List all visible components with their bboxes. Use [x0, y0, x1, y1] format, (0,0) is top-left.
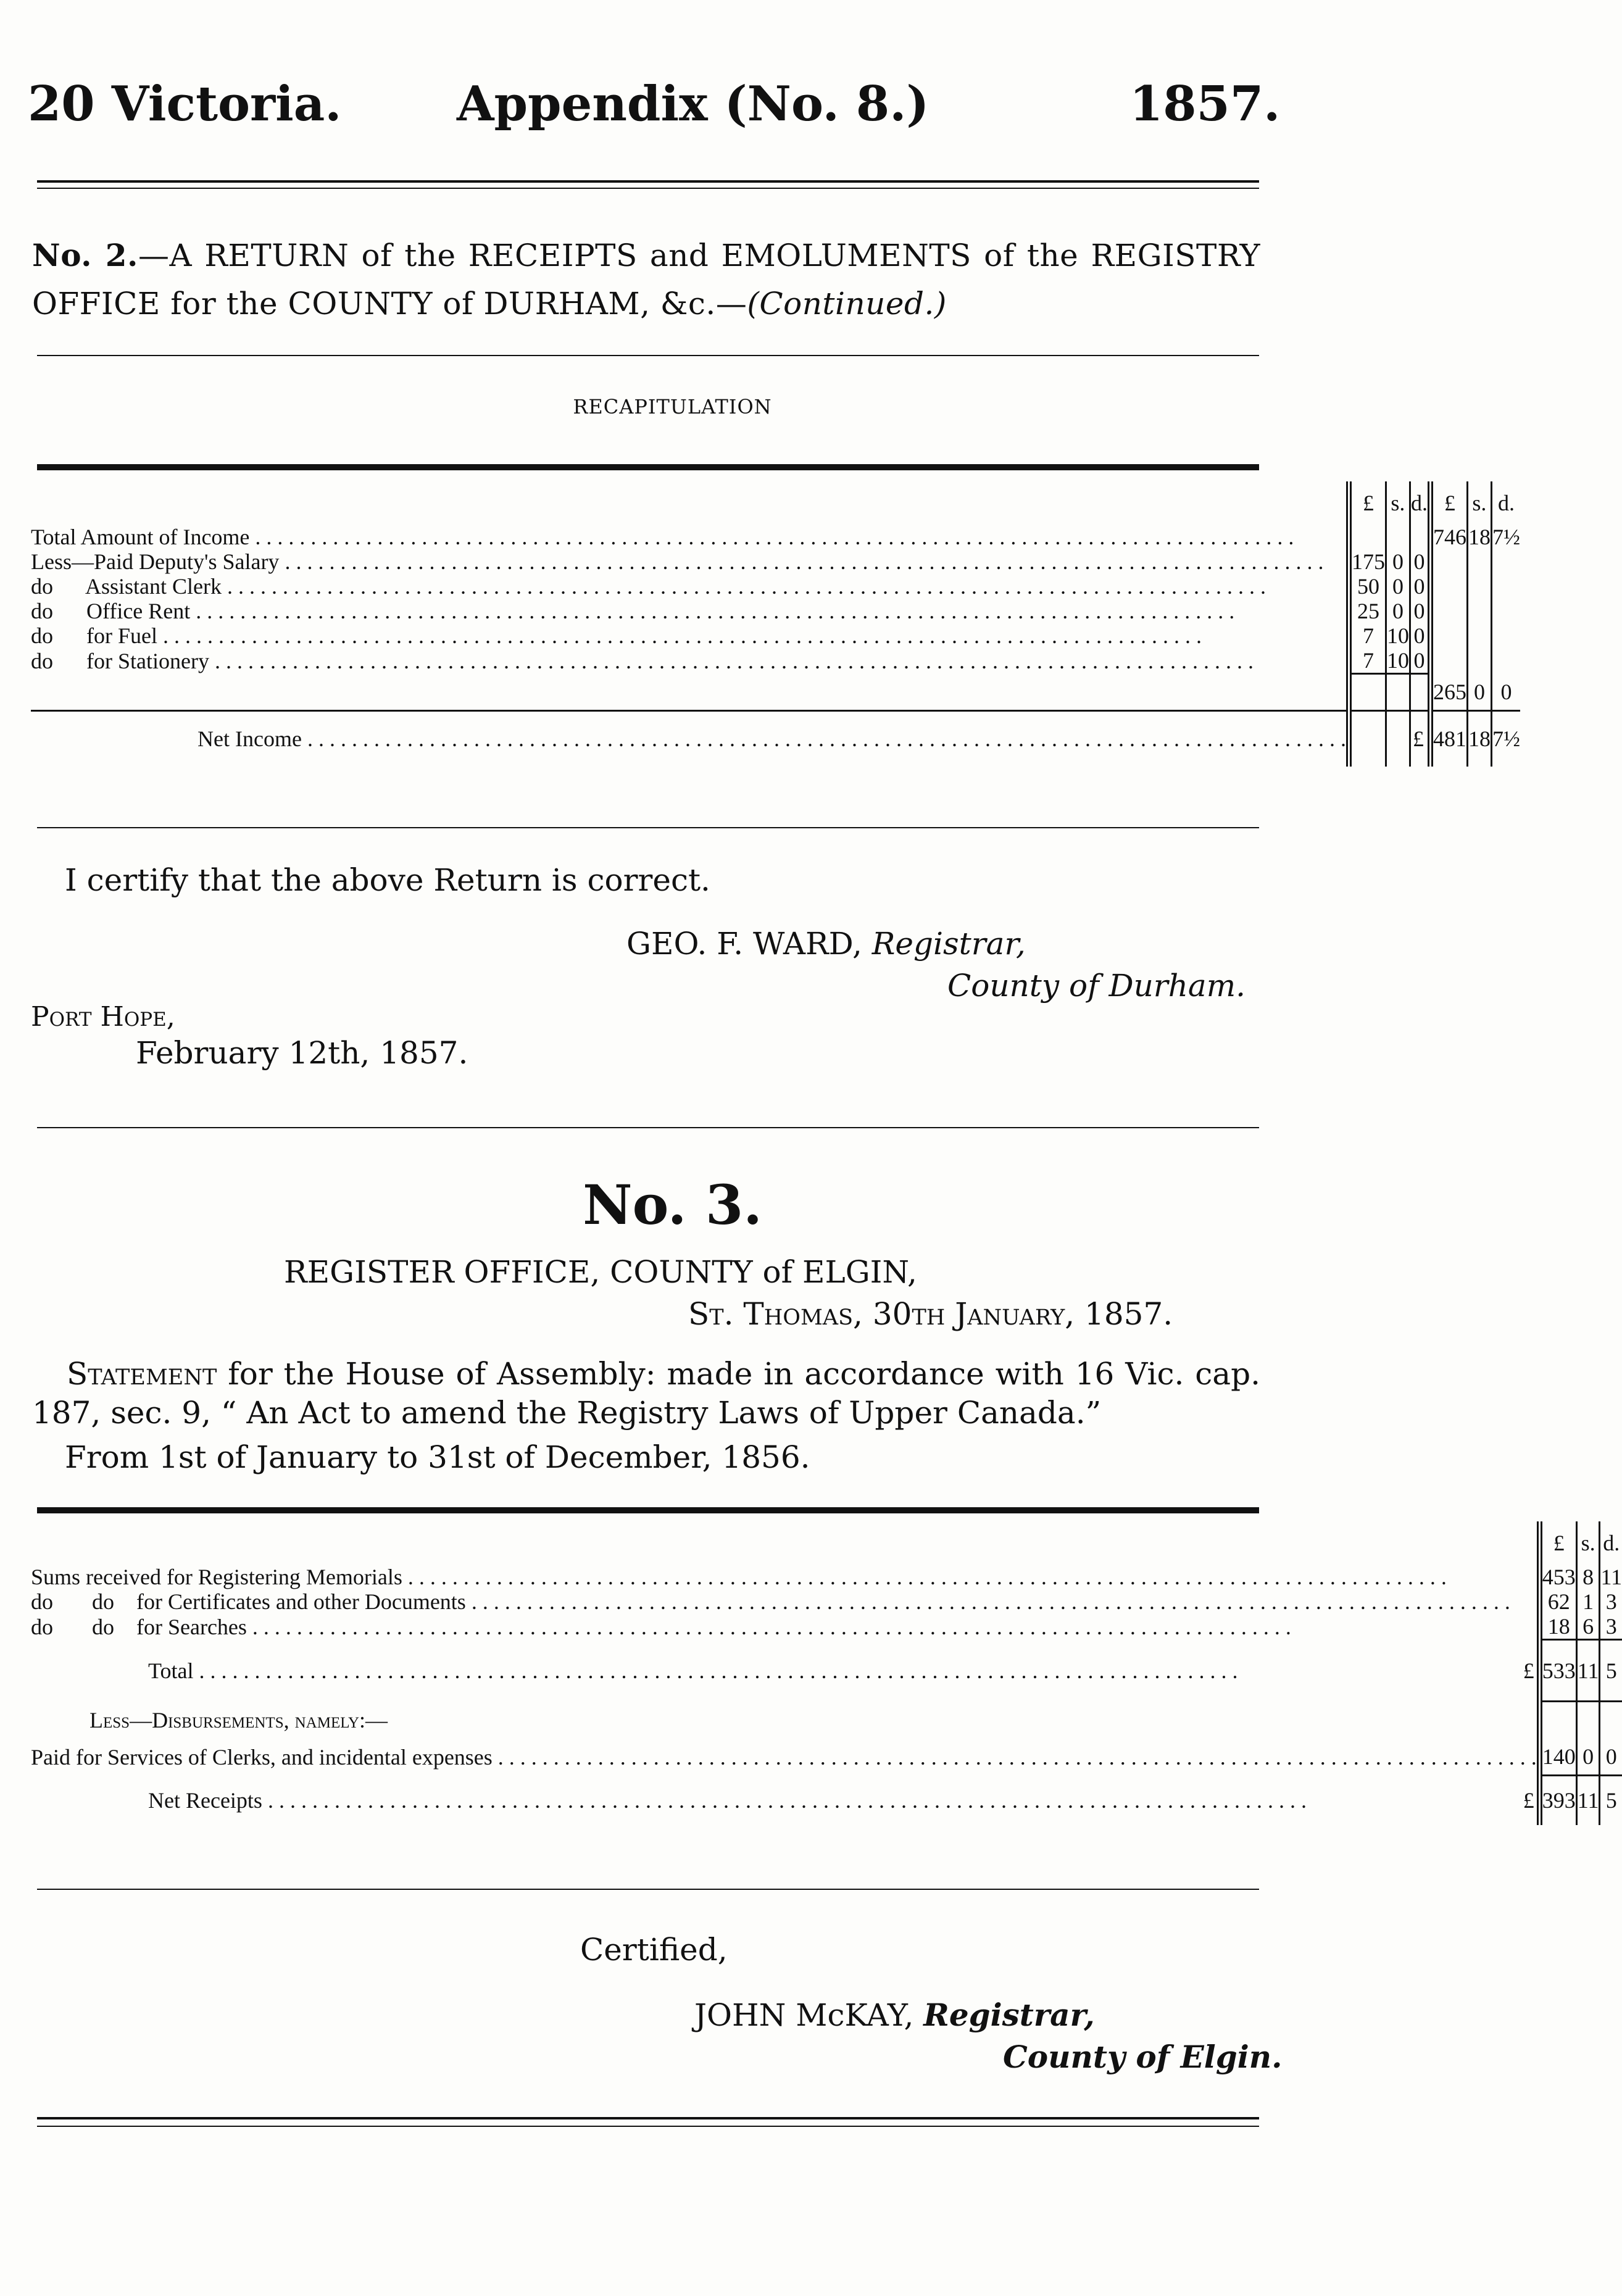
recapitulation-table [31, 481, 1520, 767]
table-row [31, 525, 1520, 549]
cell-shillings [1467, 599, 1491, 623]
cell-shillings: 11 [1576, 1776, 1600, 1825]
cell-pence: 3 [1600, 1589, 1622, 1614]
cell-pounds: 62 [1539, 1589, 1576, 1614]
statement-table-top-rule [37, 1507, 1259, 1513]
section2-separator [37, 355, 1259, 356]
statement-table [31, 1521, 1622, 1825]
total-row [31, 1640, 1622, 1702]
cell-pence: 0 [1410, 648, 1430, 674]
sign-date: February 12th, 1857. [136, 1035, 468, 1071]
cell-pounds: 50 [1349, 574, 1386, 599]
registrar-signature [626, 926, 1026, 962]
statement-paragraph [32, 1355, 1260, 1432]
signatory-role: Registrar, [923, 1997, 1095, 2033]
cell-shillings: 11 [1576, 1640, 1600, 1702]
cell-pence: 11 [1600, 1565, 1622, 1589]
table-row [31, 1739, 1622, 1776]
footer-rule-top [37, 2117, 1259, 2119]
cell-shillings: 0 [1467, 674, 1491, 711]
cell-shillings: 0 [1576, 1739, 1600, 1776]
recapitulation-caption: RECAPITULATION [573, 395, 772, 418]
header-year: 1857. [1129, 76, 1281, 132]
registrar-signature [694, 1997, 1095, 2033]
cell-pence [1491, 574, 1520, 599]
col-header: £ [1539, 1521, 1576, 1565]
cell-pounds [1430, 599, 1467, 623]
row-label: do for Fuel [31, 623, 157, 648]
cell-pence [1491, 549, 1520, 574]
cell-pounds: 481 [1430, 711, 1467, 767]
cell-shillings: 0 [1386, 599, 1410, 623]
cell-pounds: 7 [1349, 623, 1386, 648]
cell-pounds [1430, 574, 1467, 599]
table-row [31, 1614, 1622, 1640]
certified-label: Certified, [580, 1932, 728, 1968]
section3-number: No. 3. [583, 1173, 762, 1237]
certify-statement: I certify that the above Return is correct. [65, 862, 710, 898]
place-date-line [688, 1295, 1173, 1334]
cell-shillings [1467, 549, 1491, 574]
signatory-county: County of Elgin. [1003, 2039, 1283, 2075]
cell-shillings: 0 [1386, 574, 1410, 599]
cell-pence [1491, 599, 1520, 623]
row-label: Net Income [198, 726, 302, 752]
cell-shillings: 18 [1467, 711, 1491, 767]
row-label: Less—Paid Deputy's Salary [31, 549, 280, 574]
cell-pence: 7½ [1491, 711, 1520, 767]
cell-pounds [1430, 648, 1467, 674]
row-label: Total [148, 1658, 194, 1683]
row-label: Net Receipts [148, 1787, 262, 1813]
cell-shillings [1386, 525, 1410, 549]
section2-title-continued: (Continued.) [747, 286, 947, 322]
sign-place: Port Hope, [31, 1001, 175, 1033]
pound-sign: £ [1520, 1658, 1534, 1683]
cell-pence [1491, 648, 1520, 674]
place-date: St. Thomas, 30th January, 1857. [688, 1296, 1173, 1332]
cell-pounds: 140 [1539, 1739, 1576, 1776]
statement-period: From 1st of January to 31st of December, 1856. [65, 1439, 810, 1475]
cell-shillings: 8 [1576, 1565, 1600, 1589]
col-header: s. [1576, 1521, 1600, 1565]
table-row [31, 623, 1520, 648]
row-label: Sums received for Registering Memorials [31, 1565, 402, 1589]
cell-pounds: 533 [1539, 1640, 1576, 1702]
cell-shillings [1467, 623, 1491, 648]
less-row [31, 1702, 1622, 1739]
signatory-county: County of Durham. [947, 968, 1246, 1004]
table-row [31, 1565, 1622, 1589]
table-header-row [31, 1521, 1622, 1565]
cell-pounds [1349, 525, 1386, 549]
cell-pence [1491, 623, 1520, 648]
table-row [31, 574, 1520, 599]
cell-pence: 0 [1410, 574, 1430, 599]
col-header: d. [1410, 481, 1430, 525]
register-office-title: REGISTER OFFICE, COUNTY of ELGIN, [284, 1254, 917, 1290]
pound-sign: £ [1410, 711, 1430, 767]
col-header: s. [1386, 481, 1410, 525]
row-label: do Office Rent [31, 599, 191, 623]
less-label: Less—Disbursements, namely:— [89, 1707, 388, 1732]
cell-pounds: 746 [1430, 525, 1467, 549]
section2-heading [32, 231, 1260, 328]
cell-pence: 0 [1491, 674, 1520, 711]
cell-pence: 5 [1600, 1776, 1622, 1825]
header-rule-bottom [37, 188, 1259, 189]
statement-table-bottom-rule [37, 1889, 1259, 1890]
signatory-role: Registrar, [871, 926, 1026, 962]
cell-pence: 5 [1600, 1640, 1622, 1702]
net-receipts-row [31, 1776, 1622, 1825]
header-rule-top [37, 180, 1259, 183]
cell-shillings: 10 [1386, 623, 1409, 648]
col-header: s. [1467, 481, 1491, 525]
signatory-name: GEO. F. WARD, [626, 926, 862, 962]
recap-table-top-rule [37, 464, 1259, 470]
header-session: 20 Victoria. [28, 76, 342, 132]
row-label: do do for Searches [31, 1614, 247, 1639]
cell-pounds: 25 [1349, 599, 1386, 623]
section2-number: No. 2. [32, 237, 138, 273]
section2-title: —A RETURN of the RECEIPTS and EMOLUMENTS of the REGISTRY OFFICE for the COUNTY of DURHAM, &c.— [32, 238, 1260, 322]
cell-pounds [1430, 549, 1467, 574]
subtotal-row [31, 674, 1520, 711]
footer-rule-bottom [37, 2126, 1259, 2127]
row-label: Total Amount of Income [31, 525, 250, 549]
cell-pence: 3 [1600, 1614, 1622, 1640]
col-header: £ [1349, 481, 1386, 525]
row-label: do Assistant Clerk [31, 574, 222, 599]
cell-pounds: 265 [1430, 674, 1467, 711]
cell-shillings [1467, 574, 1491, 599]
col-header: £ [1430, 481, 1467, 525]
statement-lead: Statement [67, 1356, 217, 1392]
cell-pounds: 18 [1539, 1614, 1576, 1640]
col-header: d. [1600, 1521, 1622, 1565]
table-row [31, 1589, 1622, 1614]
table-header-row [31, 481, 1520, 525]
signatory-name: JOHN McKAY, [694, 1997, 914, 2033]
cell-shillings: 18 [1468, 525, 1491, 549]
table-row [31, 648, 1520, 674]
row-label: do do for Certificates and other Documents [31, 1589, 466, 1614]
cell-shillings: 10 [1386, 648, 1409, 673]
cell-pence: 0 [1600, 1739, 1622, 1776]
cell-pounds: 7 [1349, 648, 1386, 674]
cell-pence [1410, 525, 1430, 549]
cell-shillings: 1 [1576, 1589, 1600, 1614]
row-label: Paid for Services of Clerks, and incidental expenses [31, 1744, 493, 1770]
pound-sign: £ [1520, 1788, 1534, 1813]
cell-pence: 7½ [1492, 525, 1520, 549]
section-divider [37, 1127, 1259, 1128]
cell-pounds [1430, 623, 1467, 648]
cell-pounds: 453 [1539, 1565, 1576, 1589]
table-row [31, 599, 1520, 623]
net-income-row [31, 711, 1520, 767]
statement-text: for the House of Assembly: made in accordance with 16 Vic. cap. 187, sec. 9, “ An Act to amend the Registry Laws of Upper Canada.” [32, 1356, 1260, 1431]
cell-shillings: 6 [1576, 1614, 1600, 1640]
cell-pence: 0 [1410, 549, 1430, 574]
cell-shillings [1467, 648, 1491, 674]
cell-pounds: 393 [1539, 1776, 1576, 1825]
header-appendix: Appendix (No. 8.) [457, 76, 930, 132]
row-label: do for Stationery [31, 648, 209, 673]
cell-pounds: 175 [1349, 549, 1386, 574]
cell-pence: 0 [1410, 599, 1430, 623]
col-header: d. [1491, 481, 1520, 525]
recap-table-bottom-rule [37, 827, 1259, 828]
cell-pence: 0 [1410, 623, 1430, 648]
cell-shillings: 0 [1386, 549, 1410, 574]
table-row [31, 549, 1520, 574]
